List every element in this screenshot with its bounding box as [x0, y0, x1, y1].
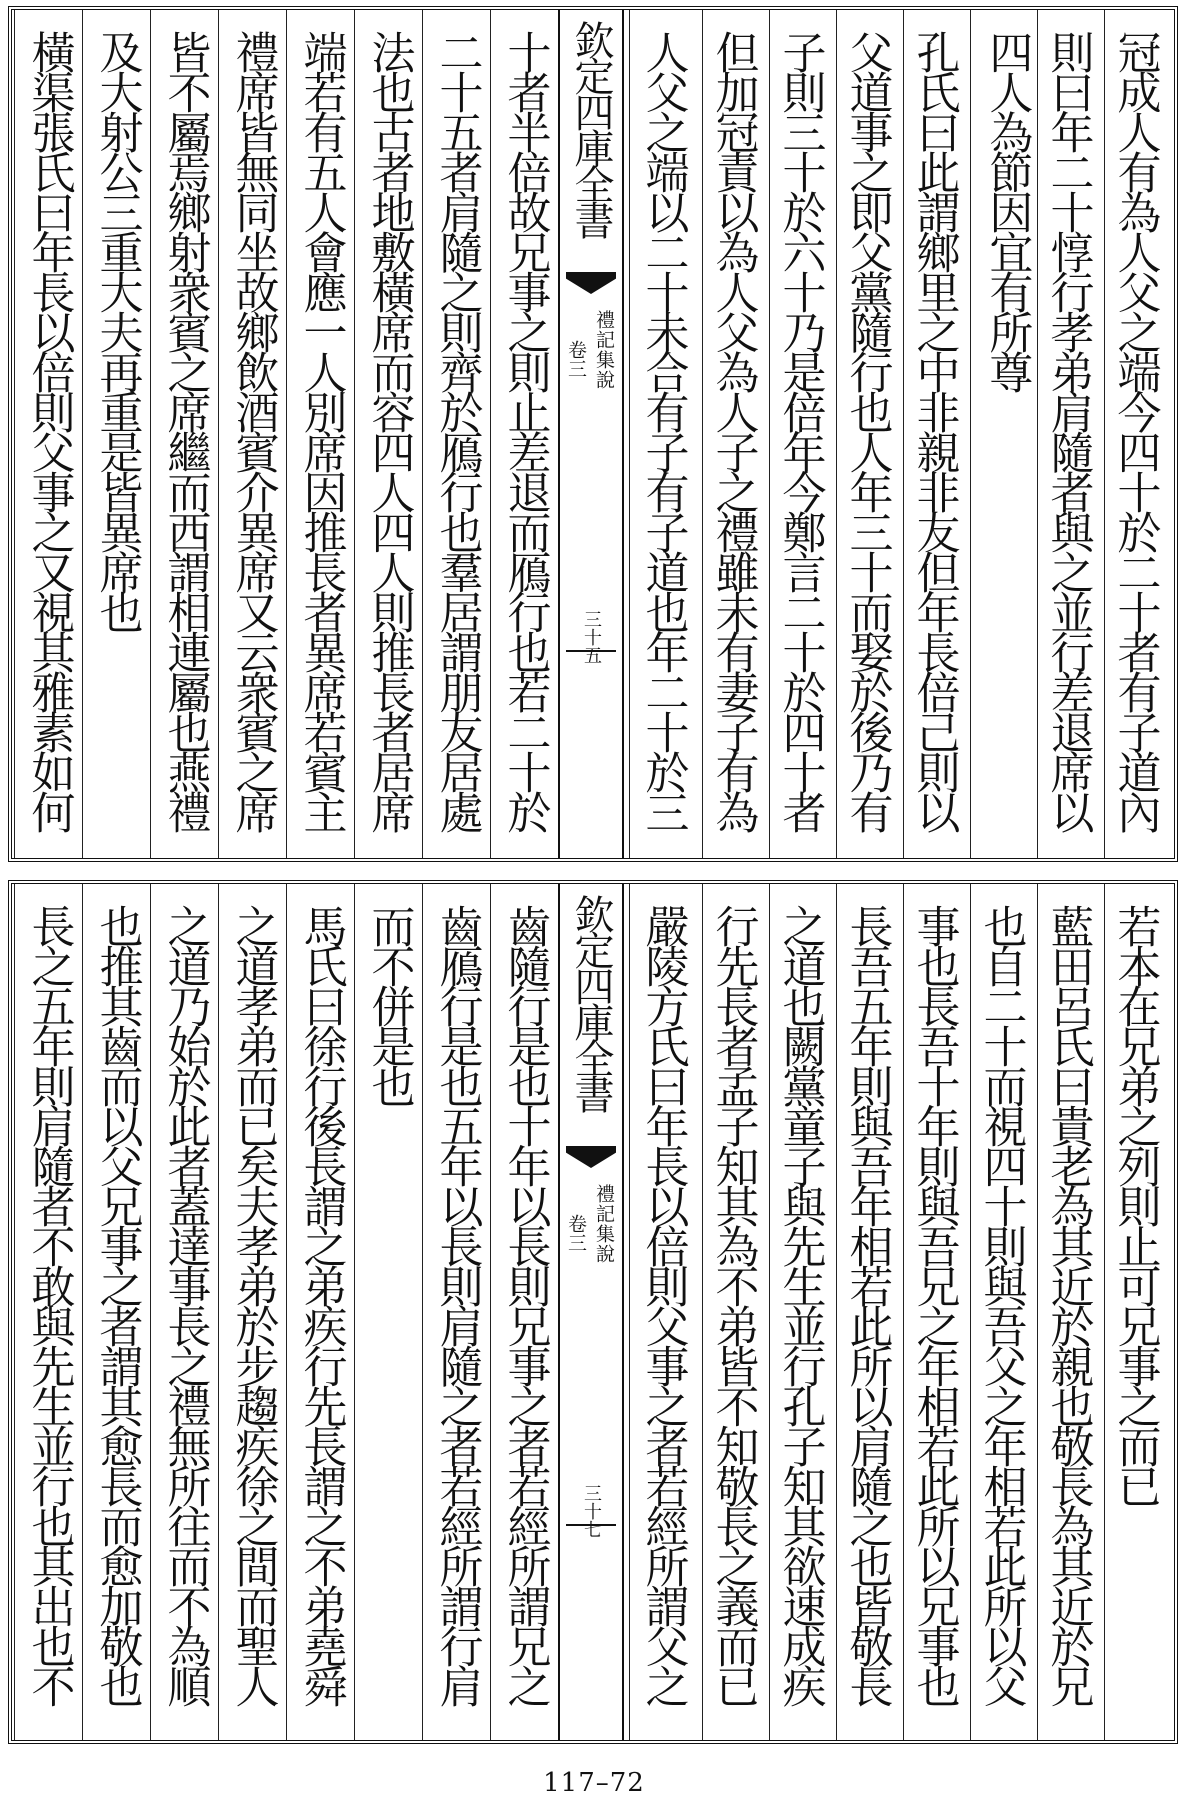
bottom-page-frame	[8, 880, 1178, 1744]
text-column	[629, 10, 695, 858]
text-column	[970, 10, 1033, 858]
column-text: 但加冠責以為人父為人子之禮雖未有妻子有為	[707, 30, 759, 830]
gutter-volume: 卷三	[565, 1214, 587, 1252]
text-column	[218, 10, 286, 858]
text-column	[769, 884, 829, 1740]
text-column	[286, 10, 354, 858]
top-right-half	[624, 10, 1174, 858]
text-column	[354, 10, 422, 858]
column-text: 十者半倍故兄事之則止差退而鴈行也若二十於	[499, 30, 551, 830]
text-column	[422, 10, 490, 858]
column-text: 齒隨行是也十年以長則兄事之者若經所謂兄之	[499, 904, 551, 1704]
page-number: 117–72	[543, 1768, 645, 1798]
column-text: 長之五年則肩隨者不敢與先生並行也其出也不	[23, 904, 75, 1704]
column-text: 四人為節因宜有所尊	[981, 30, 1033, 390]
gutter-rule	[566, 1524, 616, 1526]
column-text: 之道乃始於此者蓋達事長之禮無所往而不為順	[159, 904, 211, 1704]
column-text: 父道事之即父黨隨行也人年三十而娶於後乃有	[841, 30, 893, 830]
column-text: 孔氏曰此謂鄉里之中非親非友但年長倍己則以	[908, 30, 960, 830]
bottom-left-half	[12, 884, 558, 1740]
text-column	[769, 10, 829, 858]
column-text: 行先長者孟子知其為不弟皆不知敬長之義而已	[707, 904, 759, 1704]
text-column	[1037, 884, 1097, 1740]
column-text: 齒鴈行是也五年以長則肩隨之者若經所謂行肩	[431, 904, 483, 1704]
text-column	[14, 884, 82, 1740]
text-column	[490, 884, 558, 1740]
gutter-book-name: 禮記集說	[593, 310, 615, 390]
column-text: 馬氏曰徐行後長謂之弟疾行先長謂之不弟堯舜	[295, 904, 347, 1704]
top-left-half	[12, 10, 558, 858]
column-text: 若本在兄弟之列則止可兄事之而已	[1109, 904, 1161, 1504]
column-text: 長吾五年則與吾年相若此所以肩隨之也皆敬長	[841, 904, 893, 1704]
column-text: 冠成人有為人父之端今四十於二十者有子道內	[1109, 30, 1161, 830]
column-text: 法也古者地敷橫席而容四人四人則推長者居席	[363, 30, 415, 830]
gutter-volume: 卷三	[565, 340, 587, 378]
column-text: 子則三十於六十乃是倍年今鄭言二十於四十者	[774, 30, 826, 830]
column-text: 也推其齒而以父兄事之者謂其愈長而愈加敬也	[91, 904, 143, 1704]
column-text: 而不併是也	[363, 904, 415, 1104]
column-text: 端若有五人會應一人別席因推長者異席若賓主	[295, 30, 347, 830]
gutter-title: 欽定四庫全書	[568, 894, 614, 1110]
column-text: 皆不屬焉鄉射衆賓之席繼而西謂相連屬也燕禮	[159, 30, 211, 830]
column-text: 嚴陵方氏曰年長以倍則父事之者若經所謂父之	[637, 904, 689, 1704]
text-column	[218, 884, 286, 1740]
column-text: 禮席皆無同坐故鄉飲酒賓介異席又云衆賓之席	[227, 30, 279, 830]
book-gutter	[558, 10, 624, 858]
text-column	[354, 884, 422, 1740]
gutter-title: 欽定四庫全書	[568, 20, 614, 236]
text-column	[903, 884, 963, 1740]
text-column	[1104, 884, 1164, 1740]
column-text: 及大射公三重大夫再重是皆異席也	[91, 30, 143, 630]
column-text: 則曰年二十惇行孝弟肩隨者與之並行差退席以	[1042, 30, 1094, 830]
text-column	[836, 884, 896, 1740]
text-column	[903, 10, 963, 858]
column-text: 藍田呂氏曰貴老為其近於親也敬長為其近於兄	[1042, 904, 1094, 1704]
text-column	[82, 884, 150, 1740]
column-text: 也自二十而視四十則與吾父之年相若此所以父	[975, 904, 1027, 1704]
text-column	[150, 10, 218, 858]
gutter-page-number: 三十七	[581, 1484, 602, 1538]
text-column	[702, 884, 762, 1740]
text-column	[836, 10, 896, 858]
text-column	[702, 10, 762, 858]
text-column	[629, 884, 695, 1740]
column-text: 事也長吾十年則與吾兄之年相若此所以兄事也	[908, 904, 960, 1704]
fish-tail-mark-icon	[566, 272, 616, 294]
column-text: 之道也闕黨童子與先生並行孔子知其欲速成疾	[774, 904, 826, 1704]
fish-tail-mark-icon	[566, 1146, 616, 1168]
book-gutter	[558, 884, 624, 1740]
text-column	[1104, 10, 1164, 858]
bottom-right-half	[624, 884, 1174, 1740]
text-column	[286, 884, 354, 1740]
top-page-frame	[8, 6, 1178, 862]
column-text: 二十五者肩隨之則齊於鴈行也羣居謂朋友居處	[431, 30, 483, 830]
text-column	[1037, 10, 1097, 858]
text-column	[82, 10, 150, 858]
text-column	[14, 10, 82, 858]
gutter-page-number: 三十五	[581, 610, 602, 664]
text-column	[422, 884, 490, 1740]
gutter-rule	[566, 650, 616, 652]
column-text: 之道孝弟而已矣夫孝弟於步趨疾徐之間而聖人	[227, 904, 279, 1704]
gutter-book-name: 禮記集說	[593, 1184, 615, 1264]
text-column	[490, 10, 558, 858]
text-column	[150, 884, 218, 1740]
column-text: 橫渠張氏曰年長以倍則父事之又視其雅素如何	[23, 30, 75, 830]
column-text: 人父之端以二十未合有子有子道也年二十於三	[637, 30, 689, 830]
text-column	[970, 884, 1030, 1740]
